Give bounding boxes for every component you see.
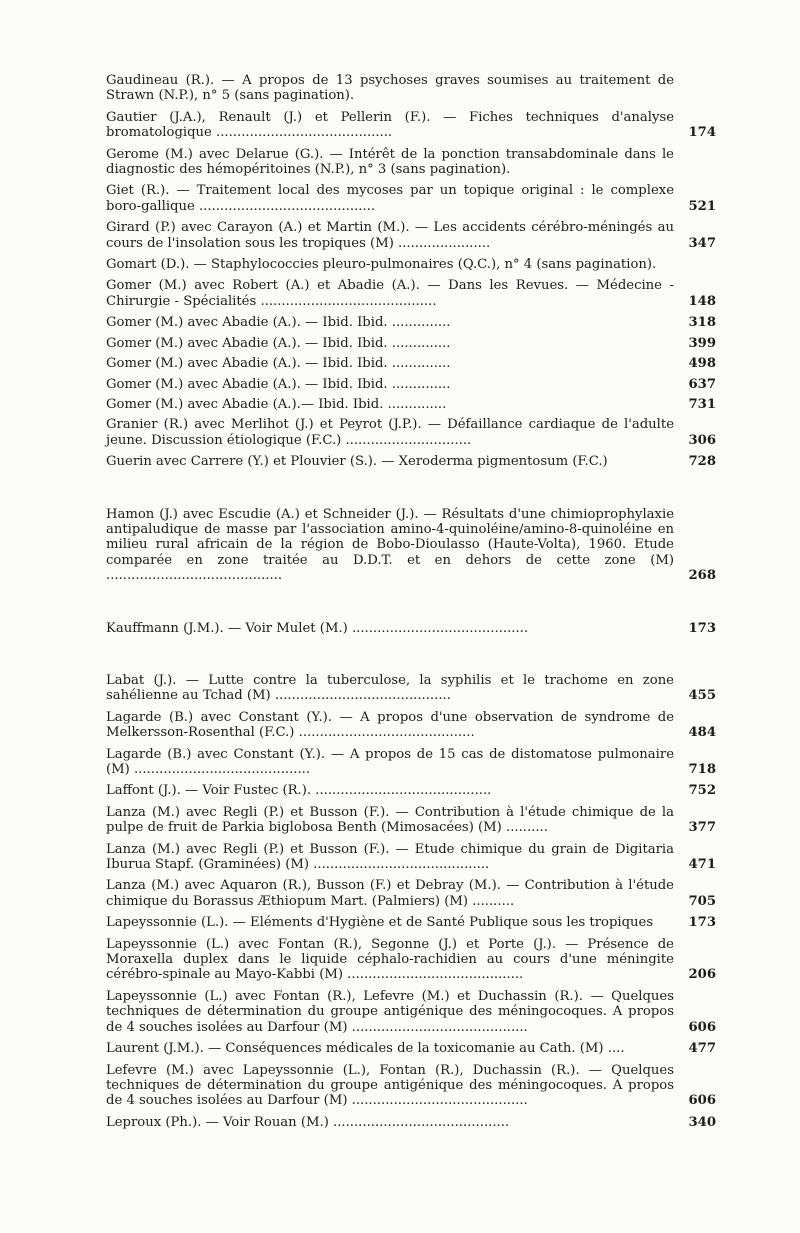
entry-text: Granier (R.) avec Merlihot (J.) et Peyrot (J.P.). — Défaillance cardiaque de l'adulte jeune. Discussion étiologique (F.C.) ..............................: [106, 417, 674, 448]
entry-page: 173: [688, 620, 716, 636]
entry-text: Lanza (M.) avec Regli (P.) et Busson (F.). — Etude chimique du grain de Digitaria Iburua Stapf. (Graminées) (M) ..........................................: [106, 841, 674, 873]
entry-text: Gomart (D.). — Staphylococcies pleuro-pulmonaires (Q.C.), n° 4 (sans pagination).: [106, 257, 657, 273]
index-entry: [106, 1115, 716, 1130]
entry-page: 318: [688, 315, 716, 331]
entry-page: 637: [688, 376, 716, 392]
index-entry: [106, 147, 716, 178]
index-entry: [106, 183, 716, 214]
index-entry: [106, 710, 716, 741]
entry-text: Lapeyssonnie (L.). — Eléments d'Hygiène et de Santé Publique sous les tropiques: [106, 915, 654, 931]
index-entry: [106, 315, 716, 330]
entry-text: Gautier (J.A.), Renault (J.) et Pellerin (F.). — Fiches techniques d'analyse bromatologique ..........................................: [106, 109, 674, 141]
index-entry: [106, 673, 716, 704]
entry-page: 752: [688, 783, 716, 799]
entry-page: 718: [688, 762, 716, 777]
index-entry: [106, 110, 716, 141]
entry-page: 174: [688, 125, 716, 141]
entry-text: Gomer (M.) avec Abadie (A.). — Ibid. Ibid. ..............: [106, 376, 451, 392]
index-entry: [106, 73, 716, 104]
index-entry: [106, 937, 716, 983]
entry-page: 521: [688, 198, 716, 214]
entry-text: Gaudineau (R.). — A propos de 13 psychoses graves soumises au traitement de Strawn (N.P.), n° 5 (sans pagination).: [106, 73, 674, 104]
index-entry: [106, 257, 716, 272]
entry-page: 705: [688, 893, 716, 909]
index-entry: [106, 417, 716, 448]
entry-text: Lagarde (B.) avec Constant (Y.). — A propos de 15 cas de distomatose pulmonaire (M) ..........................................: [106, 746, 674, 777]
entry-page: 606: [688, 1019, 716, 1035]
entry-page: 731: [688, 396, 716, 412]
entry-text: Gomer (M.) avec Abadie (A.). — Ibid. Ibid. ..............: [106, 315, 451, 331]
entry-text: Lapeyssonnie (L.) avec Fontan (R.), Lefevre (M.) et Duchassin (R.). — Quelques techniques de détermination du groupe antigénique des méningocoques. A propos de 4 souches isolées au Darfour (M) ..........................................: [106, 988, 674, 1035]
entry-page: 471: [688, 857, 716, 873]
index-entry: [106, 805, 716, 836]
index-entry: [106, 336, 716, 351]
entry-text: Lapeyssonnie (L.) avec Fontan (R.), Segonne (J.) et Porte (J.). — Présence de Moraxella duplex dans le liquide céphalo-rachidien au cours d'une méningite cérébro-spinale au Mayo-Kabbi (M) ..........................................: [106, 936, 674, 983]
entry-text: Gerome (M.) avec Delarue (G.). — Intérêt de la ponction transabdominale dans le diagnostic des hémopéritoines (N.P.), n° 3 (sans pagination).: [106, 146, 674, 178]
index-column: [106, 73, 716, 1130]
entry-text: Guerin avec Carrere (Y.) et Plouvier (S.). — Xeroderma pigmentosum (F.C.): [106, 454, 608, 470]
entry-page: 173: [688, 915, 716, 931]
index-entry: [106, 220, 716, 251]
index-entry: [106, 989, 716, 1035]
entry-text: Kauffmann (J.M.). — Voir Mulet (M.) ..........................................: [106, 620, 529, 636]
index-entry: [106, 842, 716, 873]
entry-text: Gomer (M.) avec Abadie (A.). — Ibid. Ibid. ..............: [106, 356, 451, 372]
entry-text: Leproux (Ph.). — Voir Rouan (M.) ..........................................: [106, 1114, 510, 1130]
entry-text: Giet (R.). — Traitement local des mycoses par un topique original : le complexe boro-gallique ..........................................: [106, 183, 674, 214]
entry-page: 606: [688, 1093, 716, 1109]
index-entry: [106, 1041, 716, 1056]
index-entry: [106, 878, 716, 909]
index-entry: [106, 356, 716, 371]
entry-page: 477: [688, 1041, 716, 1057]
entry-text: Lanza (M.) avec Regli (P.) et Busson (F.). — Contribution à l'étude chimique de la pulpe de fruit de Parkia biglobosa Benth (Mimosacées) (M) ..........: [106, 804, 674, 836]
entry-text: Lanza (M.) avec Aquaron (R.), Busson (F.) et Debray (M.). — Contribution à l'étude chimique du Borassus Æthiopum Mart. (Palmiers) (M) ..........: [106, 878, 674, 909]
index-entry: [106, 783, 716, 798]
entry-text: Labat (J.). — Lutte contre la tuberculose, la syphilis et le trachome en zone sahélienne au Tchad (M) ..........................................: [106, 672, 674, 704]
entry-page: 148: [688, 293, 716, 309]
entry-page: 498: [688, 356, 716, 372]
index-entry: [106, 1063, 716, 1109]
entry-page: 399: [688, 335, 716, 351]
entry-page: 306: [688, 432, 716, 448]
entry-page: 347: [688, 235, 716, 251]
entry-text: Gomer (M.) avec Robert (A.) et Abadie (A.). — Dans les Revues. — Médecine - Chirurgie - Spécialités ..........................................: [106, 278, 674, 309]
entry-text: Lefevre (M.) avec Lapeyssonnie (L.), Fontan (R.), Duchassin (R.). — Quelques techniques de détermination du groupe antigénique des méningocoques. A propos de 4 souches isolées au Darfour (M) ..........................................: [106, 1062, 674, 1109]
entry-text: Lagarde (B.) avec Constant (Y.). — A propos d'une observation de syndrome de Melkersson-Rosenthal (F.C.) ..........................................: [106, 709, 674, 741]
entry-page: 206: [688, 967, 716, 983]
index-entry: [106, 377, 716, 392]
entry-page: 455: [688, 688, 716, 704]
entry-text: Gomer (M.) avec Abadie (A.). — Ibid. Ibid. ..............: [106, 335, 451, 351]
entry-page: 340: [688, 1114, 716, 1130]
entry-page: 268: [688, 568, 716, 584]
entry-page: 728: [688, 454, 716, 470]
index-entry: [106, 915, 716, 930]
index-entry: [106, 278, 716, 309]
index-entry: [106, 621, 716, 636]
entry-text: Girard (P.) avec Carayon (A.) et Martin (M.). — Les accidents cérébro-méningés au cours de l'insolation sous les tropiques (M) ......................: [106, 220, 674, 251]
entry-text: Gomer (M.) avec Abadie (A.).— Ibid. Ibid. ..............: [106, 396, 447, 412]
index-entry: [106, 747, 716, 778]
entry-text: Hamon (J.) avec Escudie (A.) et Schneider (J.). — Résultats d'une chimioprophylaxie antipaludique de masse par l'association amino-4-quinoléine/amino-8-quinoléine en milieu rural africain de la région de Bobo-Dioulasso (Haute-Volta), 1960. Etude comparée en zone traitée au D.D.T. et en dehors de cette zone (M) ..........................................: [106, 506, 674, 584]
entry-page: 484: [688, 725, 716, 741]
entry-text: Laffont (J.). — Voir Fustec (R.). ..........................................: [106, 783, 492, 799]
index-entry: [106, 507, 716, 584]
entry-text: Laurent (J.M.). — Conséquences médicales de la toxicomanie au Cath. (M) ....: [106, 1041, 625, 1057]
index-entry: [106, 397, 716, 412]
entry-page: 377: [688, 820, 716, 836]
index-entry: [106, 454, 716, 469]
